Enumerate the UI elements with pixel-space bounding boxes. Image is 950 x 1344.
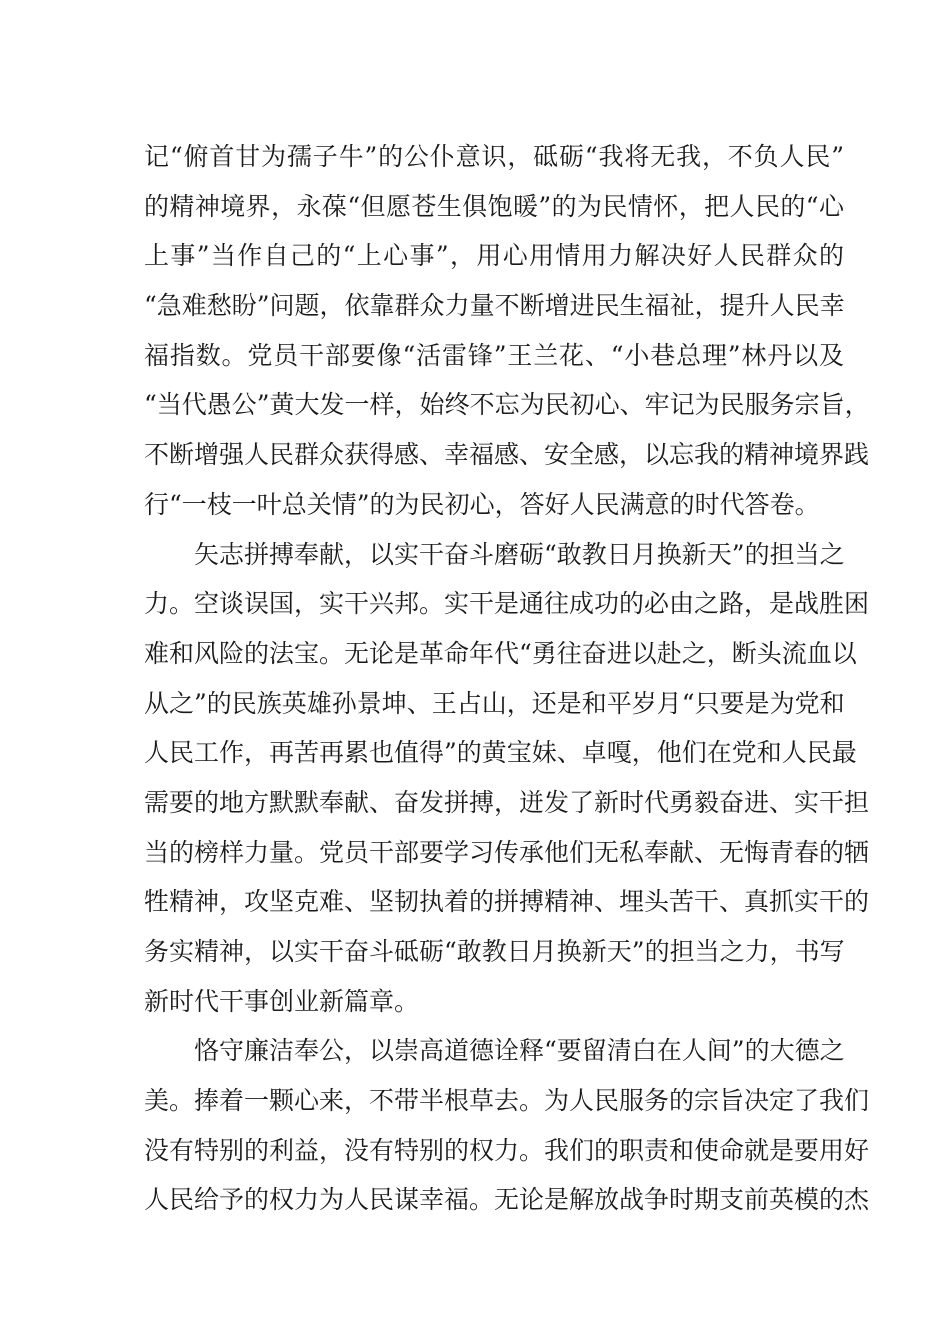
- p1-line-3: 上事”当作自己的“上心事”，用心用情用力解决好人民群众的: [144, 241, 844, 271]
- p2-line-1: 矢志拼搏奉献，以实干奋斗磨砺“敢教日月换新天”的担当之: [194, 539, 845, 569]
- p3-line-4: 人民给予的权力为人民谋幸福。无论是解放战争时期支前英模的杰: [144, 1185, 870, 1215]
- p2-line-9: 务实精神，以实干奋斗砥砺“敢教日月换新天”的担当之力，书写: [144, 937, 845, 966]
- p1-line-5: 福指数。党员干部要像“活雷锋”王兰花、“小巷总理”林丹以及: [144, 340, 844, 370]
- p2-line-6: 需要的地方默默奉献、奋发拼搏，迸发了新时代勇毅奋进、实干担: [144, 787, 870, 817]
- p3-line-3: 没有特别的利益，没有特别的权力。我们的职责和使命就是要用好: [144, 1135, 870, 1165]
- p1-line-6: “当代愚公”黄大发一样，始终不忘为民初心、牢记为民服务宗旨，: [144, 390, 870, 420]
- p1-line-1: 记“俯首甘为孺子牛”的公仆意识，砥砺“我将无我，不负人民”: [144, 142, 844, 171]
- p3-line-2: 美。捧着一颗心来，不带半根草去。为人民服务的宗旨决定了我们: [144, 1086, 870, 1116]
- p2-line-4: 从之”的民族英雄孙景坤、王占山，还是和平岁月“只要是为党和: [144, 688, 845, 718]
- p1-line-4: “急难愁盼”问题，依靠群众力量不断增进民生福祉，提升人民幸: [144, 291, 845, 321]
- p1-line-7: 不断增强人民群众获得感、幸福感、安全感，以忘我的精神境界践: [144, 440, 870, 470]
- p2-line-5: 人民工作，再苦再累也值得”的黄宝妹、卓嘎，他们在党和人民最: [144, 738, 857, 768]
- p3-line-1: 恪守廉洁奉公，以崇高道德诠释“要留清白在人间”的大德之: [194, 1036, 845, 1066]
- p1-line-8: 行“一枝一叶总关情”的为民初心，答好人民满意的时代答卷。: [144, 489, 820, 519]
- p2-line-3: 难和风险的法宝。无论是革命年代“勇往奋进以赴之，断头流血以: [144, 638, 857, 668]
- document-body: [144, 132, 870, 1225]
- p2-line-10: 新时代干事创业新篇章。: [144, 986, 420, 1016]
- p2-line-8: 牲精神，攻坚克难、坚韧执着的拼搏精神、埋头苦干、真抓实干的: [144, 887, 870, 917]
- p1-line-2: 的精神境界，永葆“但愿苍生俱饱暖”的为民情怀，把人民的“心: [144, 191, 844, 221]
- p2-line-7: 当的榜样力量。党员干部要学习传承他们无私奉献、无悔青春的牺: [144, 837, 870, 867]
- p2-line-2: 力。空谈误国，实干兴邦。实干是通往成功的必由之路，是战胜困: [144, 589, 870, 619]
